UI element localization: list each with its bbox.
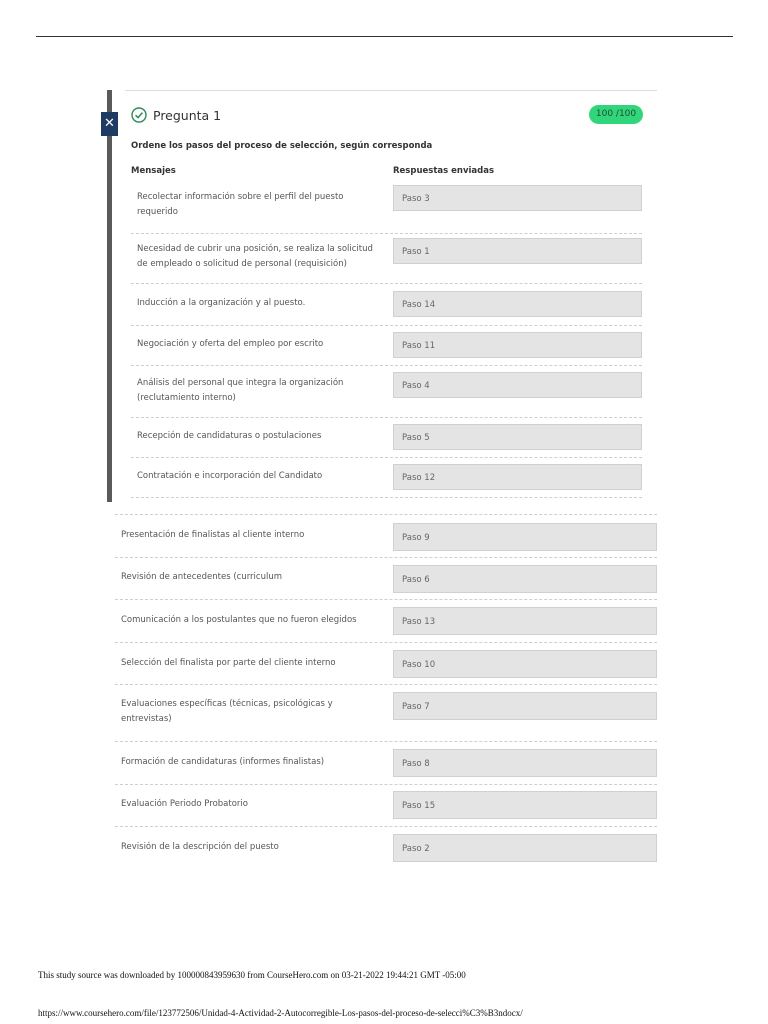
row-message: Revisión de antecedentes (curriculum [121, 572, 282, 582]
row-answer: Paso 6 [393, 565, 657, 593]
question-header [131, 106, 221, 124]
row-answer: Paso 11 [393, 332, 642, 358]
answer-row [131, 366, 642, 418]
row-message: Evaluaciones específicas (técnicas, psicológicas y entrevistas) [121, 699, 333, 724]
answer-row [131, 326, 642, 366]
check-circle-icon [131, 107, 147, 123]
row-answer: Paso 3 [393, 185, 642, 211]
download-notice: This study source was downloaded by 100000843959630 from CourseHero.com on 03-21-2022 19:44:21 GMT -05:00 [38, 970, 466, 980]
answer-row [131, 418, 642, 458]
row-message: Contratación e incorporación del Candidato [137, 471, 323, 481]
panel-accent-bar [107, 90, 112, 502]
answer-row [131, 182, 642, 234]
row-message: Recolectar información sobre el perfil del puesto requerido [137, 192, 344, 217]
row-message: Necesidad de cubrir una posición, se realiza la solicitud de empleado o solicitud de personal (requisición) [137, 244, 373, 269]
row-divider [131, 497, 642, 498]
row-message: Comunicación a los postulantes que no fueron elegidos [121, 615, 357, 625]
row-message: Recepción de candidaturas o postulaciones [137, 431, 322, 441]
answer-row [115, 600, 657, 643]
answer-row [115, 558, 657, 600]
row-answer: Paso 10 [393, 650, 657, 678]
question-title: Pregunta 1 [153, 107, 222, 123]
answer-row [115, 516, 657, 558]
answer-row [115, 742, 657, 785]
answer-row [115, 643, 657, 685]
row-message: Selección del finalista por parte del cliente interno [121, 658, 336, 668]
row-answer: Paso 2 [393, 834, 657, 862]
row-message: Revisión de la descripción del puesto [121, 842, 279, 852]
row-answer: Paso 14 [393, 291, 642, 317]
row-answer: Paso 7 [393, 692, 657, 720]
answer-row [115, 685, 657, 742]
panel-top-border [125, 90, 657, 91]
row-message: Presentación de finalistas al cliente interno [121, 530, 305, 540]
row-message: Formación de candidaturas (informes finalistas) [121, 757, 325, 767]
answer-row [131, 284, 642, 326]
answer-row [131, 458, 642, 498]
row-answer: Paso 13 [393, 607, 657, 635]
answer-row [115, 827, 657, 869]
close-side-button[interactable]: ✕ [101, 112, 118, 136]
page-break-divider [115, 514, 657, 515]
score-badge: 100 /100 [589, 105, 643, 124]
row-answer: Paso 15 [393, 791, 657, 819]
row-answer: Paso 1 [393, 238, 642, 264]
row-message: Negociación y oferta del empleo por escrito [137, 339, 324, 349]
row-answer: Paso 4 [393, 372, 642, 398]
source-url[interactable]: https://www.coursehero.com/file/123772506/Unidad-4-Actividad-2-Autocorregible-Los-pasos-del-proceso-de-selecci%C3%B3ndocx/ [38, 1008, 523, 1018]
question-instruction: Ordene los pasos del proceso de selección, según corresponda [131, 141, 433, 151]
column-header-answers: Respuestas enviadas [393, 166, 495, 176]
row-message: Evaluación Periodo Probatorio [121, 799, 248, 809]
row-answer: Paso 12 [393, 464, 642, 490]
row-answer: Paso 9 [393, 523, 657, 551]
row-message: Inducción a la organización y al puesto. [137, 298, 306, 308]
answer-row [131, 234, 642, 284]
row-message: Análisis del personal que integra la organización (reclutamiento interno) [137, 378, 344, 403]
row-answer: Paso 5 [393, 424, 642, 450]
answer-row [115, 785, 657, 827]
column-header-messages: Mensajes [131, 166, 176, 176]
row-answer: Paso 8 [393, 749, 657, 777]
top-rule [36, 36, 733, 37]
